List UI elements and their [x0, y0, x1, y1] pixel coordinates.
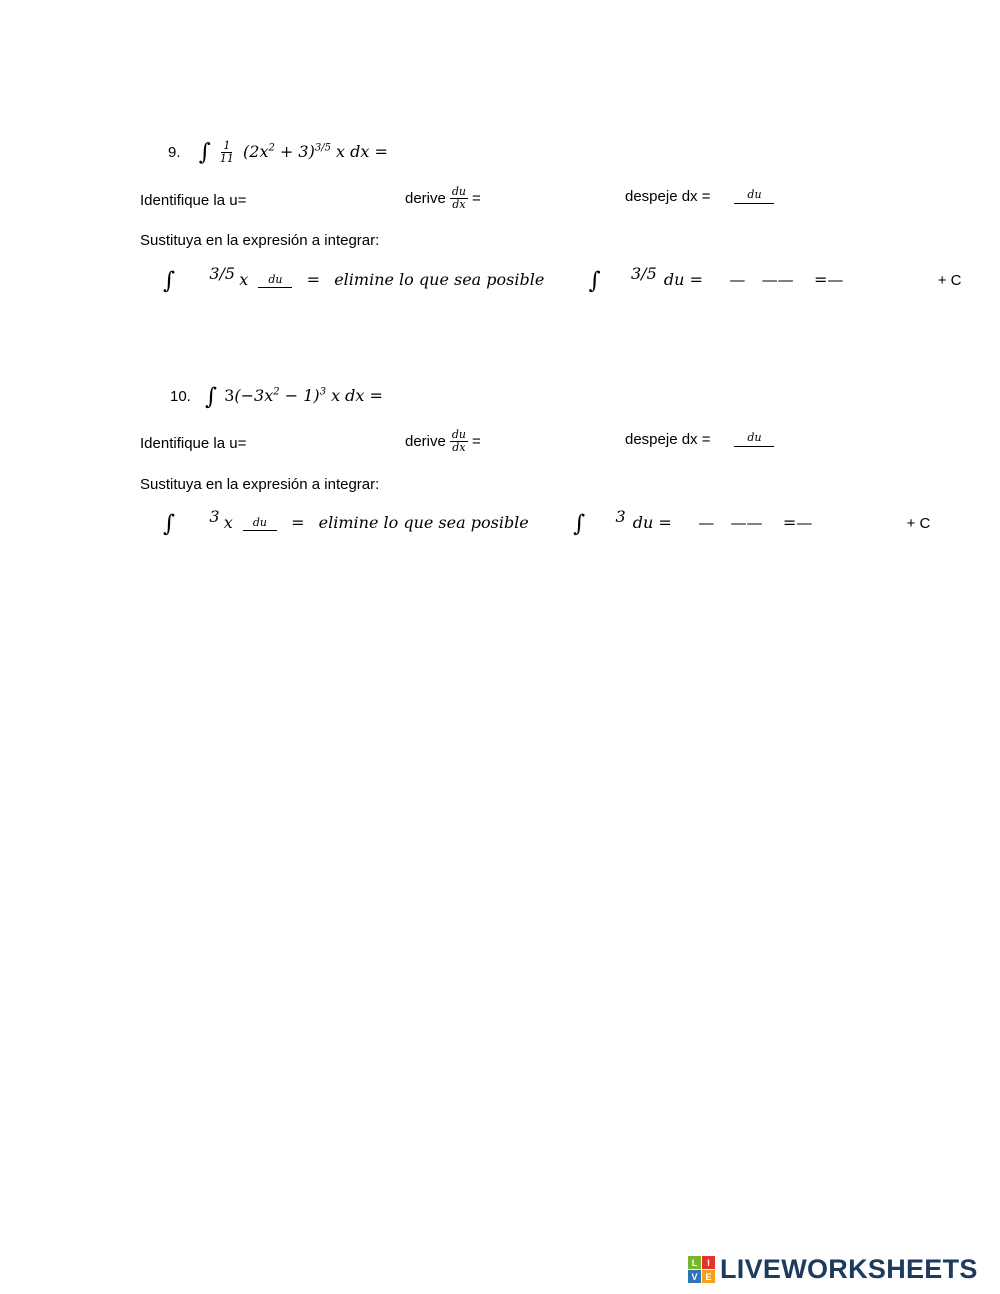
problem-number: 10. — [170, 388, 191, 405]
eliminate-instruction: elimine lo que sea posible — [318, 513, 529, 532]
equals-dash: =— — [814, 270, 844, 289]
identify-u-label: Identifique la u= — [140, 192, 247, 209]
answer-blank[interactable] — [676, 516, 694, 532]
identify-u-label: Identifique la u= — [140, 435, 247, 452]
despeje-label: despeje dx = — [625, 188, 711, 205]
fraction-numerator: du — [268, 272, 283, 286]
problem-9-statement — [168, 140, 388, 165]
fraction-denominator: dx — [452, 441, 466, 455]
du-dx-fraction — [450, 186, 468, 211]
answer-dash[interactable]: —— — [761, 270, 794, 289]
answer-blank[interactable] — [816, 516, 902, 532]
outer-exponent: 3/5 — [314, 142, 331, 154]
coefficient: 3 — [224, 386, 235, 405]
equals-dash: =— — [782, 513, 813, 532]
spacer — [767, 516, 779, 532]
plus-c: + C — [937, 272, 962, 289]
integral-sign: ∫ — [163, 511, 175, 537]
sustituya-label: Sustituya en la expresión a integrar: — [140, 232, 380, 249]
fraction-numerator: du — [252, 515, 267, 529]
exponent: 3/5 — [209, 264, 236, 283]
du-dx-fraction — [450, 429, 468, 454]
fraction-numerator: 1 — [223, 139, 231, 152]
integral-sign: ∫ — [573, 511, 586, 537]
equals-sign: = — [306, 270, 321, 289]
fraction-numerator: du — [747, 431, 762, 445]
fraction-numerator: du — [451, 428, 466, 441]
du-over-blank-fraction[interactable] — [734, 432, 774, 446]
despeje-cluster — [625, 188, 774, 205]
answer-blank-bar — [243, 530, 277, 531]
exponent: 3 — [615, 507, 626, 526]
derive-label: derive — [405, 190, 446, 208]
derive-equals: = — [472, 433, 481, 451]
outer-exponent: 3 — [319, 386, 326, 398]
liveworksheets-wordmark: LIVEWORKSHEETS — [720, 1254, 978, 1284]
inner-exponent: 2 — [273, 386, 280, 398]
spacer — [549, 273, 585, 289]
liveworksheets-icon — [688, 1256, 715, 1283]
variable-x: x — [223, 513, 233, 532]
answer-blank-bar — [734, 446, 774, 447]
answer-blank-u[interactable] — [179, 273, 205, 289]
inner-exponent: 2 — [268, 142, 275, 154]
answer-blank-bar — [734, 203, 774, 204]
variable-x: x — [239, 270, 249, 289]
derive-cluster — [405, 429, 481, 454]
spacer — [533, 516, 569, 532]
spacer — [798, 273, 810, 289]
sustituya-label: Sustituya en la expresión a integrar: — [140, 476, 380, 493]
fraction-one-eleventh — [218, 140, 236, 165]
answer-blank[interactable] — [707, 273, 725, 289]
du-equals: du = — [632, 513, 672, 532]
fraction-denominator: dx — [452, 198, 466, 212]
answer-blank[interactable] — [848, 273, 934, 289]
liveworksheets-logo[interactable] — [688, 1254, 978, 1285]
problem-9-substitution-line — [163, 264, 962, 294]
du-over-blank-fraction[interactable] — [734, 189, 774, 203]
answer-blank-u[interactable] — [605, 273, 627, 289]
problem-10-statement — [170, 386, 383, 409]
logo-letter-i: I — [702, 1256, 715, 1269]
eliminate-instruction: elimine lo que sea posible — [334, 270, 545, 289]
despeje-cluster — [625, 431, 774, 448]
logo-letter-l: L — [688, 1256, 701, 1269]
integral-sign: ∫ — [588, 268, 601, 294]
fraction-numerator: du — [747, 188, 762, 202]
fraction-denominator: 11 — [219, 152, 234, 166]
logo-letter-e: E — [702, 1270, 715, 1283]
du-equals: du = — [663, 270, 703, 289]
du-over-blank-fraction[interactable] — [243, 517, 277, 531]
du-over-blank-fraction[interactable] — [258, 274, 292, 288]
exponent: 3/5 — [631, 264, 657, 283]
integral-sign: ∫ — [163, 268, 175, 294]
integral-sign: ∫ — [205, 384, 218, 410]
spacer — [718, 516, 726, 532]
fraction-numerator: du — [451, 185, 466, 198]
answer-blank-u[interactable] — [179, 516, 205, 532]
derive-equals: = — [472, 190, 481, 208]
exponent: 3 — [209, 507, 220, 526]
problem-10-substitution-line — [163, 507, 931, 537]
integrand-expression: $3(-3x^2 - 1)^3$ x dx = — [224, 386, 383, 405]
answer-dash[interactable]: —— — [730, 513, 763, 532]
answer-dash[interactable]: — — [729, 270, 746, 289]
plus-c: + C — [906, 515, 931, 532]
spacer — [749, 273, 757, 289]
answer-dash[interactable]: — — [698, 513, 715, 532]
integrand-expression: $(2x^2 + 3)^{3/5}$ x dx = — [243, 141, 388, 161]
logo-letter-v: V — [688, 1270, 701, 1283]
answer-blank-u[interactable] — [589, 516, 611, 532]
answer-blank-bar — [258, 287, 292, 288]
integral-sign: ∫ — [198, 139, 211, 166]
problem-number: 9. — [168, 143, 181, 161]
despeje-label: despeje dx = — [625, 431, 711, 448]
equals-sign: = — [291, 513, 305, 532]
derive-cluster — [405, 186, 481, 211]
derive-label: derive — [405, 433, 446, 451]
